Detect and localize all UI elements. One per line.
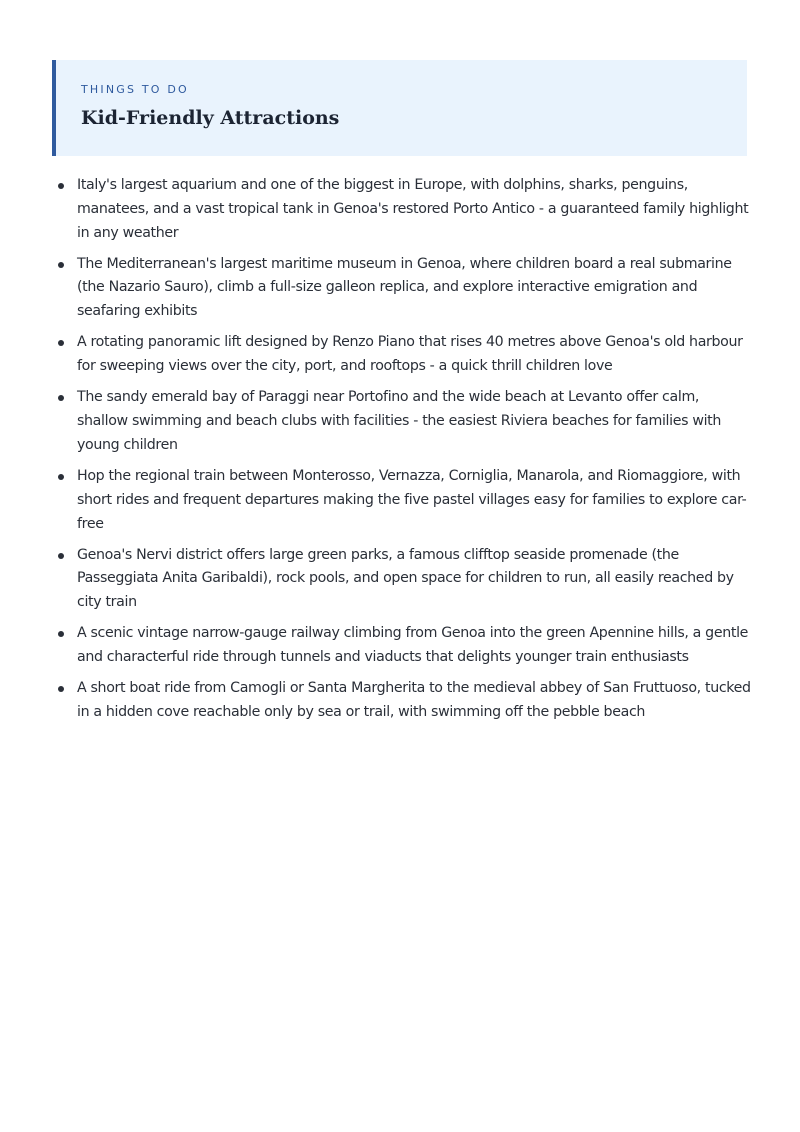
attraction-text: A rotating panoramic lift designed by Renzo Piano that rises 40 metres above Genoa's old harbour for sweeping views over the city, port, and rooftops - a quick thrill children love xyxy=(77,334,743,375)
attraction-item xyxy=(57,253,752,324)
attraction-text: Hop the regional train between Monterosso, Vernazza, Corniglia, Manarola, and Riomaggiore, with short rides and frequent departures making the five pastel villages easy for families to explore car-free xyxy=(77,467,747,532)
attraction-item xyxy=(57,465,752,536)
bullet-icon xyxy=(58,395,64,401)
attraction-item xyxy=(57,386,752,457)
bullet-icon xyxy=(58,553,64,559)
attraction-text: A short boat ride from Camogli or Santa Margherita to the medieval abbey of San Fruttuoso, tucked in a hidden cove reachable only by sea or trail, with swimming off the pebble beach xyxy=(77,680,751,721)
bullet-icon xyxy=(58,631,64,637)
attraction-item xyxy=(57,331,752,379)
attractions-list xyxy=(57,174,752,732)
attraction-text: A scenic vintage narrow-gauge railway climbing from Genoa into the green Apennine hills, a gentle and characterful ride through tunnels and viaducts that delights younger train enthusiasts xyxy=(77,625,749,666)
attraction-text: The Mediterranean's largest maritime museum in Genoa, where children board a real submarine (the Nazario Sauro), climb a full-size galleon replica, and explore interactive emigration and seafaring exhibits xyxy=(77,255,732,320)
bullet-icon xyxy=(58,474,64,480)
bullet-icon xyxy=(58,183,64,189)
attraction-item xyxy=(57,622,752,670)
section-header-card xyxy=(52,60,747,156)
section-eyebrow: THINGS TO DO xyxy=(81,83,189,96)
bullet-icon xyxy=(58,686,64,692)
attraction-text: Genoa's Nervi district offers large green parks, a famous clifftop seaside promenade (the Passeggiata Anita Garibaldi), rock pools, and open space for children to run, all easily reached by city train xyxy=(77,546,734,611)
bullet-icon xyxy=(58,262,64,268)
attraction-text: The sandy emerald bay of Paraggi near Portofino and the wide beach at Levanto offer calm, shallow swimming and beach clubs with facilities - the easiest Riviera beaches for families with young children xyxy=(77,389,722,453)
section-title: Kid-Friendly Attractions xyxy=(81,107,340,129)
attraction-text: Italy's largest aquarium and one of the biggest in Europe, with dolphins, sharks, penguins, manatees, and a vast tropical tank in Genoa's restored Porto Antico - a guaranteed family highlight in any weather xyxy=(77,177,749,241)
attraction-item xyxy=(57,677,752,725)
bullet-icon xyxy=(58,340,64,346)
attraction-item xyxy=(57,544,752,615)
attraction-item xyxy=(57,174,752,245)
